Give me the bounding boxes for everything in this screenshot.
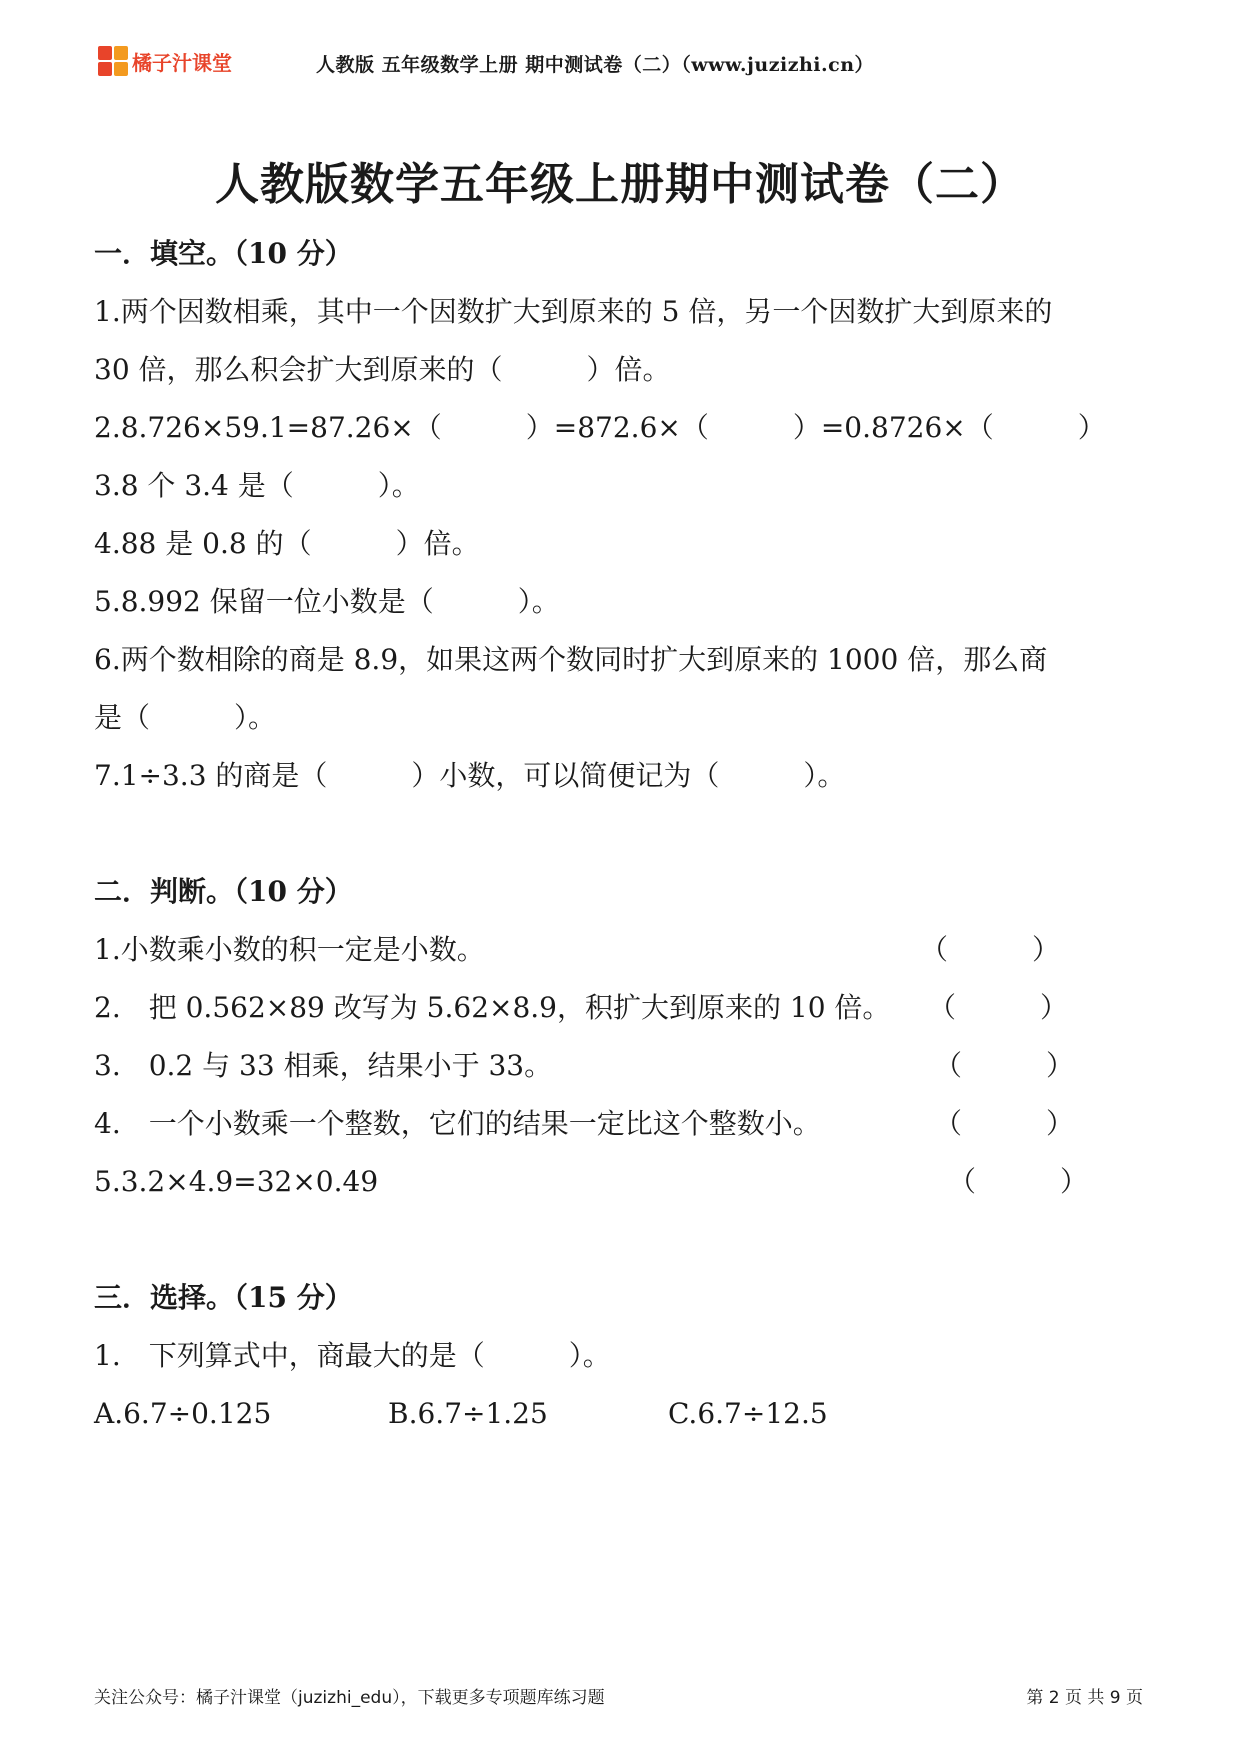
question-line: 2.8.726×59.1=87.26×（ ）=872.6×（ ）=0.8726×（ ） — [94, 411, 1106, 444]
page-header — [98, 46, 1142, 86]
question-line: 是（ ）。 — [94, 701, 277, 734]
question-line: 3.8 个 3.4 是（ ）。 — [94, 469, 420, 502]
section-judgment-title: 二．判断。（10 分） — [94, 875, 353, 908]
logo-icon — [98, 46, 128, 76]
judgment-question: 2. 把 0.562×89 改写为 5.62×8.9，积扩大到原来的 10 倍。 — [94, 991, 891, 1024]
question-line: 6.两个数相除的商是 8.9，如果这两个数同时扩大到原来的 1000 倍，那么商 — [94, 643, 1048, 676]
answer-blank[interactable]: （ ） — [934, 1049, 1075, 1082]
judgment-question: 4. 一个小数乘一个整数，它们的结果一定比这个整数小。 — [94, 1107, 821, 1140]
header-title: 人教版 五年级数学上册 期中测试卷（二）（www.juzizhi.cn） — [316, 54, 875, 76]
question-line: 7.1÷3.3 的商是（ ）小数，可以简便记为（ ）。 — [94, 759, 846, 792]
page-number: 第 2 页 共 9 页 — [1026, 1688, 1143, 1708]
choice-option-a[interactable]: A.6.7÷0.125 — [94, 1397, 272, 1430]
question-line: 30 倍，那么积会扩大到原来的（ ）倍。 — [94, 353, 671, 386]
judgment-question: 3. 0.2 与 33 相乘，结果小于 33。 — [94, 1049, 553, 1082]
logo-square — [114, 62, 128, 76]
judgment-question: 5.3.2×4.9=32×0.49 — [94, 1165, 379, 1198]
logo-square — [114, 46, 128, 60]
question-line: 5.8.992 保留一位小数是（ ）。 — [94, 585, 560, 618]
question-line: 1.两个因数相乘，其中一个因数扩大到原来的 5 倍，另一个因数扩大到原来的 — [94, 295, 1053, 328]
choice-option-b[interactable]: B.6.7÷1.25 — [388, 1397, 548, 1430]
question-line: 4.88 是 0.8 的（ ）倍。 — [94, 527, 480, 560]
choice-option-c[interactable]: C.6.7÷12.5 — [668, 1397, 828, 1430]
choice-question: 1. 下列算式中，商最大的是（ ）。 — [94, 1339, 611, 1372]
answer-blank[interactable]: （ ） — [934, 1107, 1075, 1140]
judgment-question: 1.小数乘小数的积一定是小数。 — [94, 933, 485, 966]
answer-blank[interactable]: （ ） — [928, 991, 1069, 1024]
answer-blank[interactable]: （ ） — [920, 933, 1061, 966]
logo-square — [98, 46, 112, 60]
page-title: 人教版数学五年级上册期中测试卷（二） — [215, 159, 1025, 210]
logo — [98, 46, 232, 76]
section-fill-blank-title: 一．填空。（10 分） — [94, 237, 353, 270]
footer-note: 关注公众号：橘子汁课堂（juzizhi_edu），下载更多专项题库练习题 — [94, 1688, 605, 1708]
section-choice-title: 三．选择。（15 分） — [94, 1281, 353, 1314]
logo-square — [98, 62, 112, 76]
answer-blank[interactable]: （ ） — [948, 1165, 1089, 1198]
logo-text: 橘子汁课堂 — [132, 50, 232, 75]
